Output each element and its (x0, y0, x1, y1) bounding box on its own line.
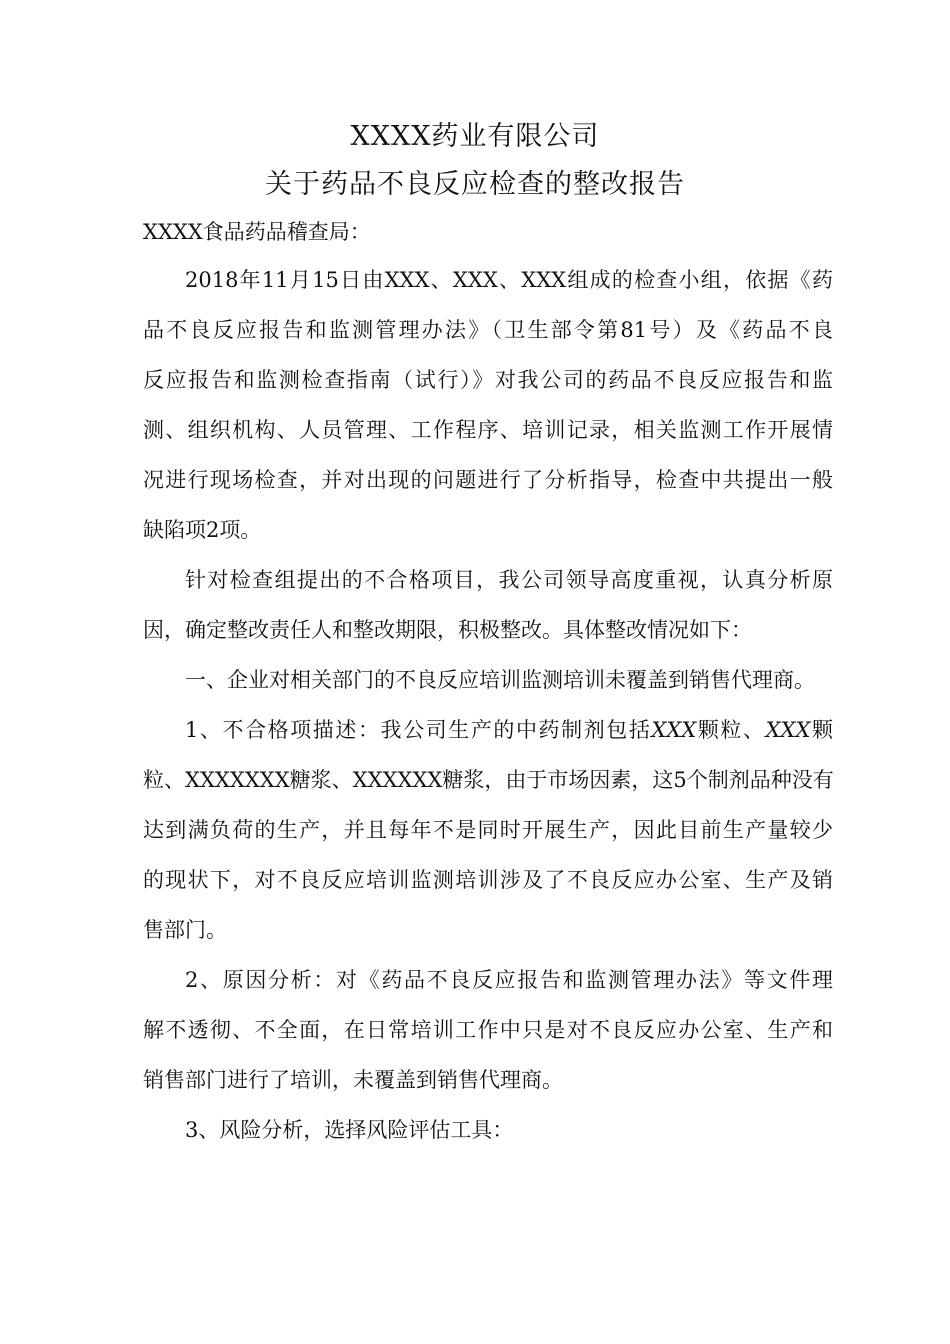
section-heading-1 (143, 655, 833, 705)
paragraph-line: 达到满负荷的生产，并且每年不是同时开展生产，因此目前生产量较少 (143, 818, 833, 842)
paragraph-cause-analysis (143, 955, 833, 1105)
paragraph-line: 售部门。 (143, 918, 227, 942)
document-title-company: XXXX药业有限公司 (350, 121, 600, 152)
paragraph-line (143, 705, 833, 755)
document-title-report: 关于药品不良反应检查的整改报告 (265, 169, 685, 200)
paragraph-nonconformity-description (143, 705, 833, 955)
paragraph-line: 3、风险分析，选择风险评估工具： (185, 1118, 514, 1142)
paragraph-line: 2018年11月15日由XXX、XXX、XXX组成的检查小组，依据《药 (185, 268, 833, 292)
text-run: 1、不合格项描述：我公司生产的中药制剂包括 (185, 718, 652, 742)
paragraph-line: 品不良反应报告和监测管理办法》（卫生部令第81号）及《药品不良 (143, 318, 833, 342)
paragraph-line: 况进行现场检查，并对出现的问题进行了分析指导，检查中共提出一般 (143, 468, 833, 492)
paragraph-line: 测、组织机构、人员管理、工作程序、培训记录，相关监测工作开展情 (143, 418, 833, 442)
paragraph-line: 销售部门进行了培训，未覆盖到销售代理商。 (143, 1068, 563, 1092)
paragraph-line: 缺陷项2项。 (143, 518, 262, 542)
paragraph-line: 反应报告和监测检查指南（试行）》对我公司的药品不良反应报告和监 (143, 368, 833, 392)
paragraph-inspection-summary (143, 255, 833, 555)
paragraph-risk-analysis (143, 1105, 833, 1155)
salutation: XXXX食品药品稽查局： (143, 220, 371, 244)
paragraph-line: 的现状下，对不良反应培训监测培训涉及了不良反应办公室、生产及销 (143, 868, 833, 892)
paragraph-line: 粒、XXXXXXX糖浆、XXXXXX糖浆，由于市场因素，这5个制剂品种没有 (143, 768, 834, 792)
paragraph-line: 解不透彻、不全面，在日常培训工作中只是对不良反应办公室、生产和 (143, 1018, 833, 1042)
text-run: 颗粒、 (696, 718, 766, 742)
text-run-italic: XXX (765, 718, 811, 742)
text-run: 颗 (810, 718, 834, 742)
text-run-italic: XXX (651, 718, 697, 742)
paragraph-line: 一、企业对相关部门的不良反应培训监测培训未覆盖到销售代理商。 (185, 668, 815, 692)
paragraph-line: 针对检查组提出的不合格项目，我公司领导高度重视，认真分析原 (185, 568, 833, 592)
paragraph-line: 2、原因分析：对《药品不良反应报告和监测管理办法》等文件理 (185, 968, 833, 992)
paragraph-line: 因，确定整改责任人和整改期限，积极整改。具体整改情况如下： (143, 618, 752, 642)
paragraph-rectification-intro (143, 555, 833, 655)
